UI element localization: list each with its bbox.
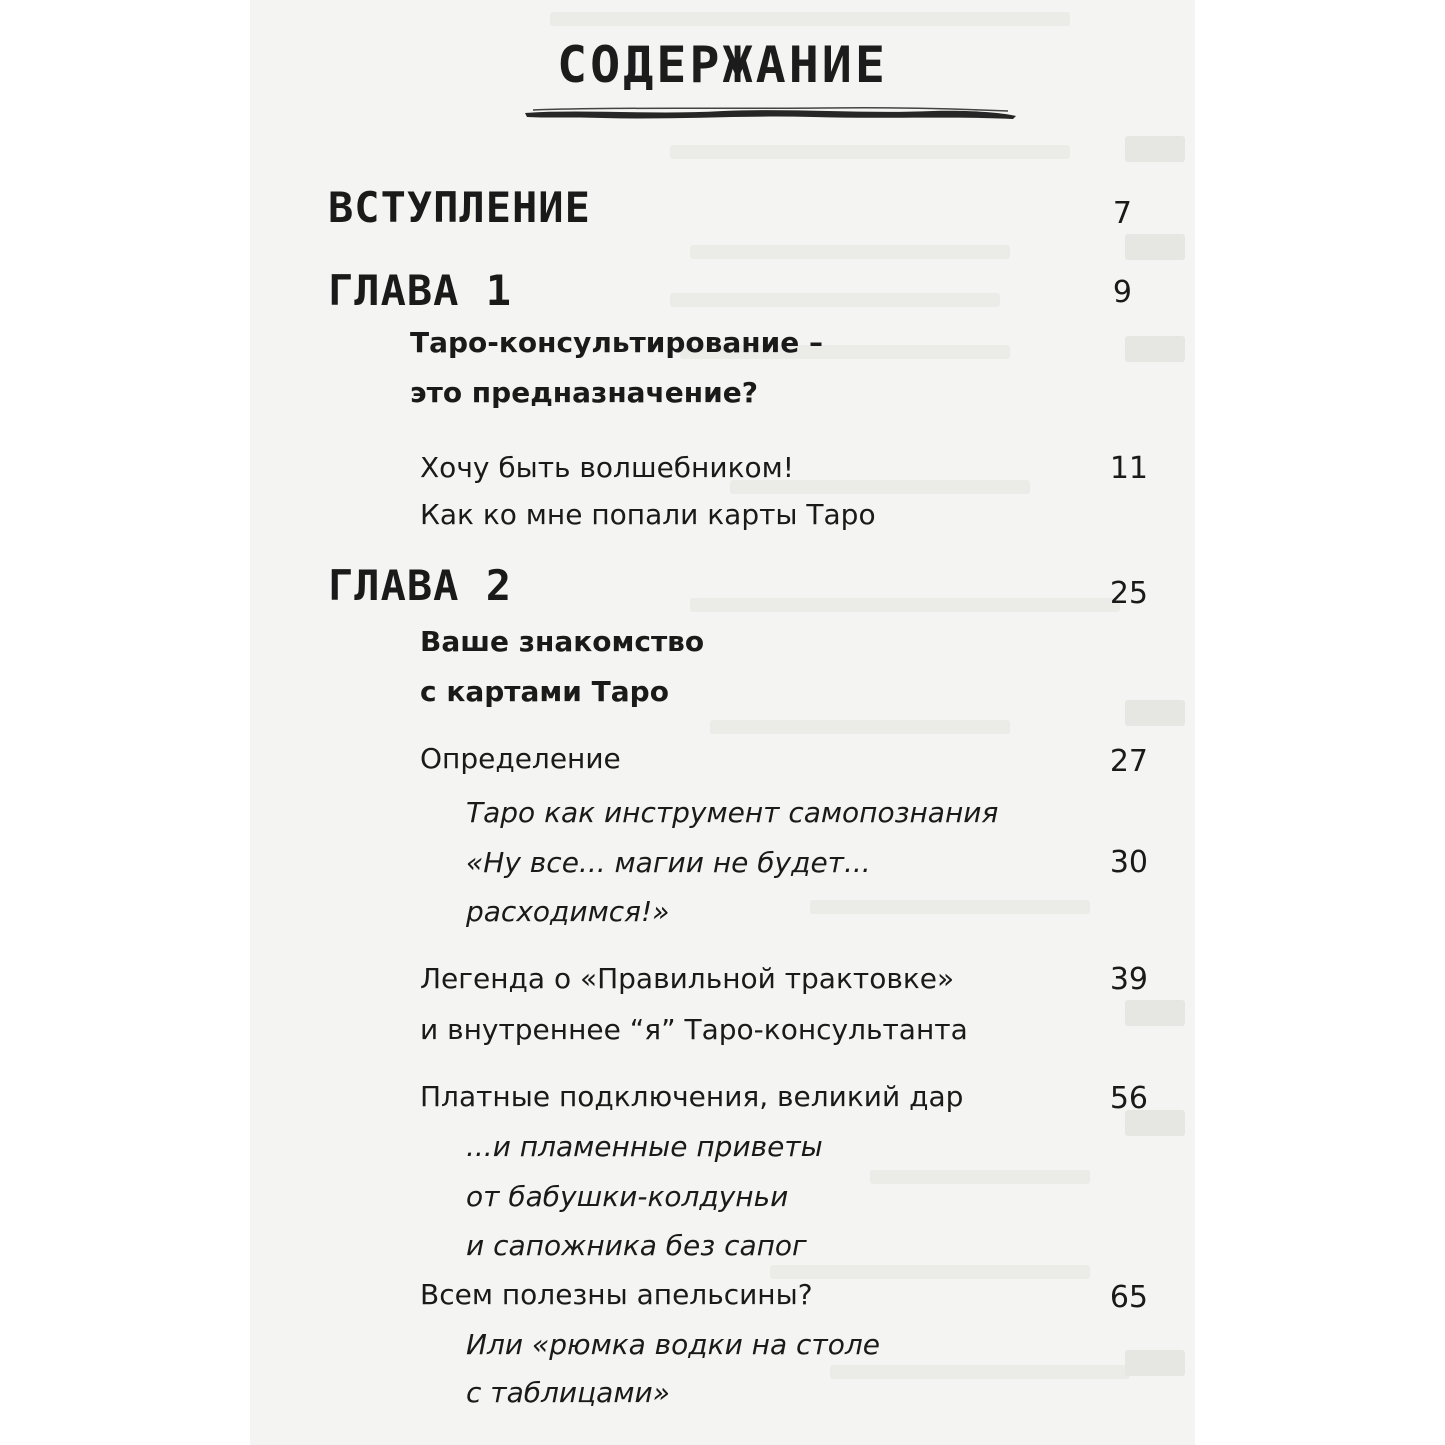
bleed-through-line xyxy=(770,1265,1090,1279)
bleed-through-line xyxy=(690,245,1010,259)
toc-chapter1-subtitle: Таро-консультирование – xyxy=(410,326,823,359)
toc-item: Всем полезны апельсины? xyxy=(420,1278,813,1311)
toc-item: Хочу быть волшебником! xyxy=(420,451,794,484)
toc-chapter1-page: 9 xyxy=(1112,275,1132,310)
bleed-through-line xyxy=(690,598,1120,612)
page-title: СОДЕРЖАНИЕ xyxy=(556,36,889,94)
toc-chapter2-subtitle: Ваше знакомство xyxy=(420,625,705,658)
toc-chapter1-label: ГЛАВА 1 xyxy=(328,266,513,315)
brush-underline xyxy=(523,104,1018,122)
bleed-through-line xyxy=(810,900,1090,914)
toc-chapter2-page: 25 xyxy=(1109,576,1148,611)
toc-subitem: от бабушки-колдуньи xyxy=(466,1180,789,1213)
toc-item-page: 27 xyxy=(1109,744,1148,779)
toc-subitem: ...и пламенные приветы xyxy=(466,1130,823,1163)
toc-subitem: Таро как инструмент самопознания xyxy=(466,796,999,829)
toc-item-page: 39 xyxy=(1109,962,1148,997)
toc-subitem: расходимся!» xyxy=(466,895,670,928)
toc-item-page: 56 xyxy=(1109,1081,1148,1116)
bleed-through-number xyxy=(1125,1350,1185,1376)
toc-item: Легенда о «Правильной трактовке» xyxy=(420,962,955,995)
bleed-through-number xyxy=(1125,1000,1185,1026)
bleed-through-line xyxy=(670,145,1070,159)
toc-intro-label: ВСТУПЛЕНИЕ xyxy=(328,183,591,232)
toc-chapter2-label: ГЛАВА 2 xyxy=(328,561,513,610)
bleed-through-line xyxy=(710,720,1010,734)
toc-item: Определение xyxy=(420,742,621,775)
toc-subitem: и сапожника без сапог xyxy=(466,1229,807,1262)
toc-intro-page: 7 xyxy=(1112,196,1132,231)
bleed-through-number xyxy=(1125,700,1185,726)
toc-chapter2-subtitle: с картами Таро xyxy=(420,675,669,708)
bleed-through-line xyxy=(670,293,1000,307)
toc-item: Платные подключения, великий дар xyxy=(420,1080,964,1113)
bleed-through-line xyxy=(550,12,1070,26)
bleed-through-number xyxy=(1125,136,1185,162)
toc-item: и внутреннее “я” Таро-консультанта xyxy=(420,1013,968,1046)
toc-item-page: 11 xyxy=(1109,451,1148,486)
toc-item-page: 65 xyxy=(1109,1280,1148,1315)
bleed-through-number xyxy=(1125,234,1185,260)
toc-subitem: Или «рюмка водки на столе xyxy=(466,1328,880,1361)
bleed-through-line xyxy=(830,1365,1130,1379)
toc-subitem: «Ну все... магии не будет... xyxy=(466,846,871,879)
toc-chapter1-subtitle: это предназначение? xyxy=(410,376,758,409)
toc-item-page: 30 xyxy=(1109,845,1148,880)
toc-item: Как ко мне попали карты Таро xyxy=(420,498,876,531)
bleed-through-number xyxy=(1125,336,1185,362)
bleed-through-line xyxy=(870,1170,1090,1184)
toc-subitem: с таблицами» xyxy=(466,1376,670,1409)
